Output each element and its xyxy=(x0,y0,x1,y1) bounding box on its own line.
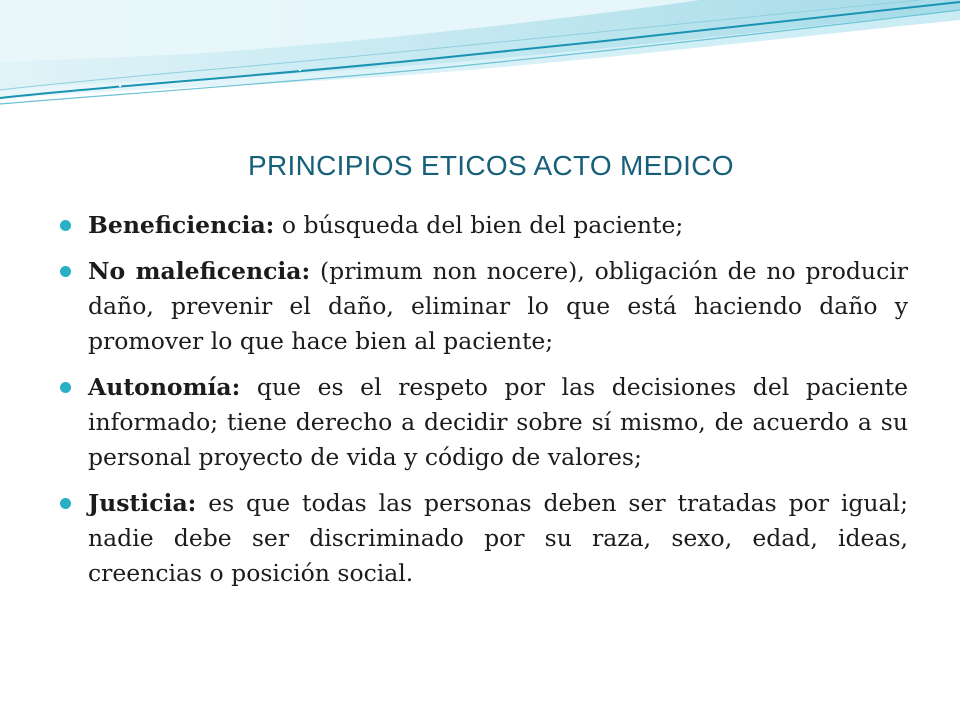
bullet-text: o búsqueda del bien del paciente; xyxy=(274,211,684,239)
header-wave-decoration xyxy=(0,0,960,130)
slide-title: PRINCIPIOS ETICOS ACTO MEDICO xyxy=(248,150,734,181)
bullet-item-beneficiencia xyxy=(60,208,908,243)
bullet-list xyxy=(60,208,908,602)
bullet-dot-icon xyxy=(60,266,71,277)
bullet-text: es que todas las personas deben ser tratadas por igual; nadie debe ser discriminado por su raza, sexo, edad, ideas, creencias o posición social. xyxy=(88,489,908,587)
bullet-dot-icon xyxy=(60,498,71,509)
bullet-dot-icon xyxy=(60,382,71,393)
bullet-item-autonomia xyxy=(60,370,908,475)
bullet-dot-icon xyxy=(60,220,71,231)
bullet-text: (primum non nocere), obligación de no producir daño, prevenir el daño, eliminar lo que está haciendo daño y promover lo que hace bien al paciente; xyxy=(88,257,908,355)
bullet-term: Beneficiencia: xyxy=(88,211,275,239)
bullet-term: Autonomía: xyxy=(88,373,241,401)
bullet-item-no-maleficencia xyxy=(60,254,908,359)
bullet-item-justicia xyxy=(60,486,908,591)
bullet-term: Justicia: xyxy=(88,489,197,517)
bullet-text: que es el respeto por las decisiones del paciente informado; tiene derecho a decidir sobre sí mismo, de acuerdo a su personal proyecto de vida y código de valores; xyxy=(88,373,908,471)
bullet-term: No maleficencia: xyxy=(88,257,311,285)
